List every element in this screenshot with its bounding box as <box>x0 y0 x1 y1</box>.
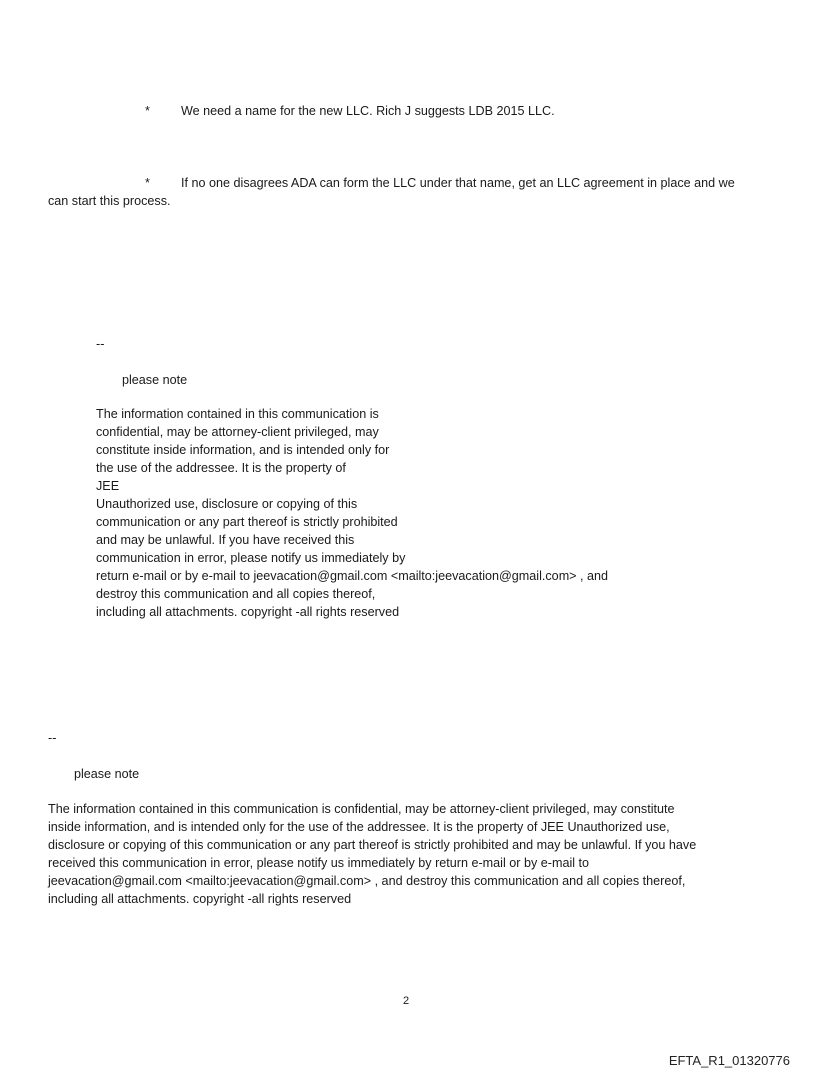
signature-separator: -- <box>48 731 57 745</box>
bullet-text: We need a name for the new LLC. Rich J suggests LDB 2015 LLC. <box>181 104 555 118</box>
bullet-marker: * <box>145 176 150 190</box>
confidentiality-notice <box>48 800 696 908</box>
notice-line: disclosure or copying of this communication or any part thereof is strictly prohibited and may be unlawful. If you have <box>48 838 697 852</box>
notice-line: confidential, may be attorney-client privileged, may <box>96 425 379 439</box>
document-id: EFTA_R1_01320776 <box>668 1053 790 1068</box>
bullet-text-continuation: can start this process. <box>48 194 171 208</box>
notice-line: including all attachments. copyright -all rights reserved <box>96 605 400 619</box>
notice-line: the use of the addressee. It is the property of <box>96 461 346 475</box>
bullet-marker: * <box>145 104 150 118</box>
notice-line: JEE <box>96 479 120 493</box>
notice-line: Unauthorized use, disclosure or copying of this <box>96 497 358 511</box>
notice-line: communication in error, please notify us immediately by <box>96 551 406 565</box>
confidentiality-notice-indented <box>96 405 608 621</box>
notice-line: return e-mail or by e-mail to jeevacation@gmail.com <mailto:jeevacation@gmail.com> , and <box>96 569 609 583</box>
notice-line: destroy this communication and all copies thereof, <box>96 587 376 601</box>
page-number: 2 <box>403 995 410 1007</box>
notice-line: The information contained in this communication is <box>96 407 379 421</box>
bullet-text: If no one disagrees ADA can form the LLC under that name, get an LLC agreement in place and we <box>181 176 735 190</box>
notice-line: communication or any part thereof is strictly prohibited <box>96 515 398 529</box>
notice-line: jeevacation@gmail.com <mailto:jeevacation@gmail.com> , and destroy this communication and all copies thereof, <box>48 874 686 888</box>
notice-line: and may be unlawful. If you have received this <box>96 533 355 547</box>
notice-line: constitute inside information, and is intended only for <box>96 443 390 457</box>
signature-note-heading: please note <box>74 767 140 781</box>
signature-note-heading: please note <box>122 373 188 387</box>
notice-line: received this communication in error, please notify us immediately by return e-mail or by e-mail to <box>48 856 590 870</box>
notice-line: The information contained in this communication is confidential, may be attorney-client privileged, may constitute <box>48 802 675 816</box>
notice-line: including all attachments. copyright -all rights reserved <box>48 892 352 906</box>
notice-line: inside information, and is intended only for the use of the addressee. It is the property of JEE Unauthorized use, <box>48 820 670 834</box>
signature-separator: -- <box>96 337 105 351</box>
